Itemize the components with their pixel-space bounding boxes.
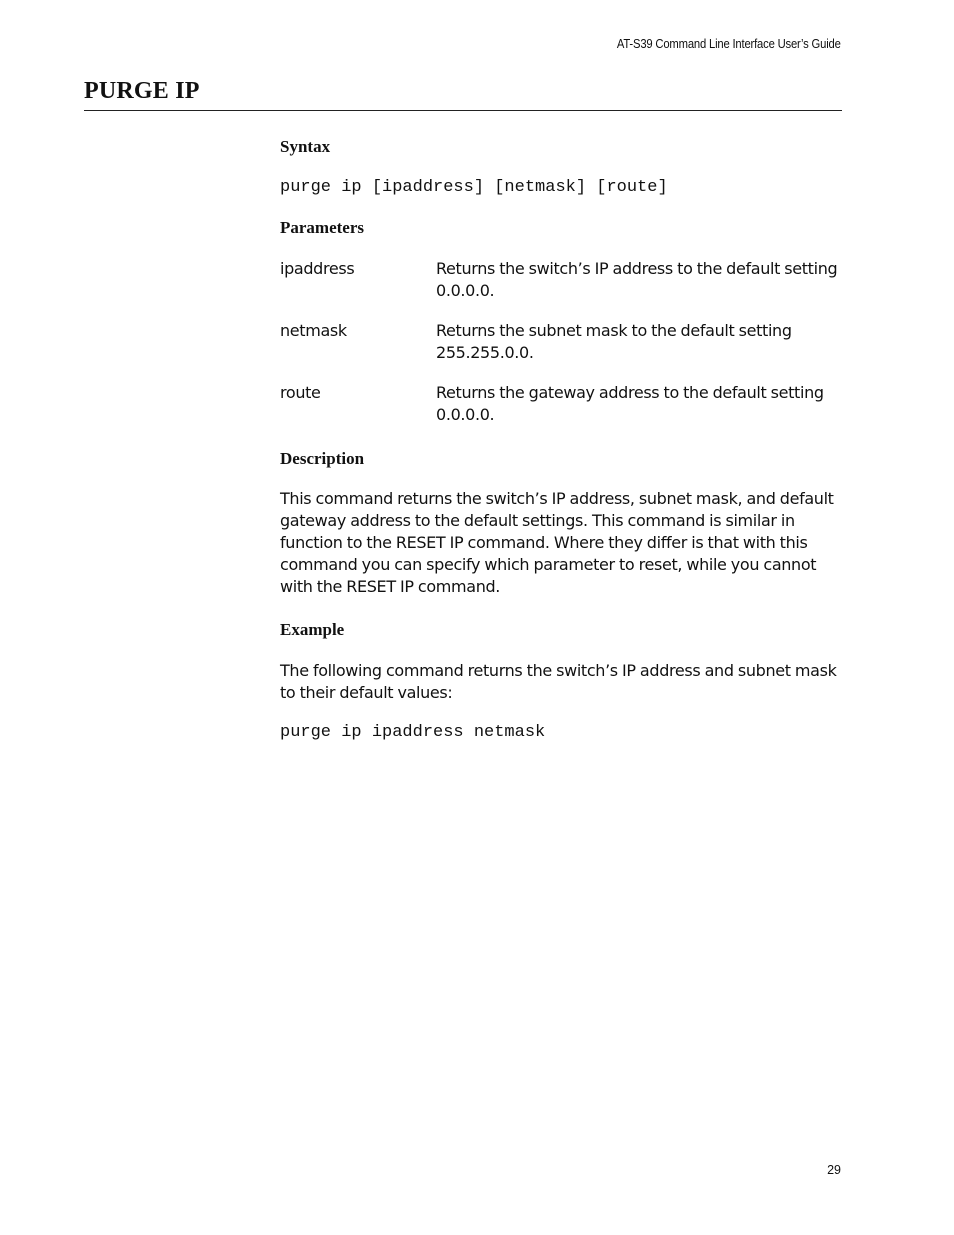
example-code: purge ip ipaddress netmask (280, 723, 546, 742)
page-number: 29 (827, 1163, 841, 1177)
example-heading: Example (280, 620, 345, 639)
page-title: PURGE IP (84, 78, 200, 104)
description-heading: Description (280, 449, 365, 468)
parameter-description: Returns the subnet mask to the default setting 255.255.0.0. (436, 321, 792, 362)
title-rule (84, 110, 842, 111)
example-text: The following command returns the switch’s IP address and subnet mask to their default values: (280, 661, 837, 702)
parameter-name: netmask (280, 321, 347, 340)
running-header: AT-S39 Command Line Interface User’s Guide (617, 37, 841, 51)
description-text: This command returns the switch’s IP address, subnet mask, and default gateway address to the default settings. This command is similar in function to the RESET IP command. Where they differ is that with this command you can specify which parameter to reset, while you cannot with the RESET IP command. (280, 489, 834, 596)
parameters-heading: Parameters (280, 218, 365, 237)
parameter-name: route (280, 383, 321, 402)
parameter-description: Returns the gateway address to the default setting 0.0.0.0. (436, 383, 824, 424)
parameter-description: Returns the switch’s IP address to the default setting 0.0.0.0. (436, 259, 838, 300)
syntax-code: purge ip [ipaddress] [netmask] [route] (280, 178, 668, 197)
syntax-heading: Syntax (280, 137, 331, 156)
parameter-name: ipaddress (280, 259, 355, 278)
